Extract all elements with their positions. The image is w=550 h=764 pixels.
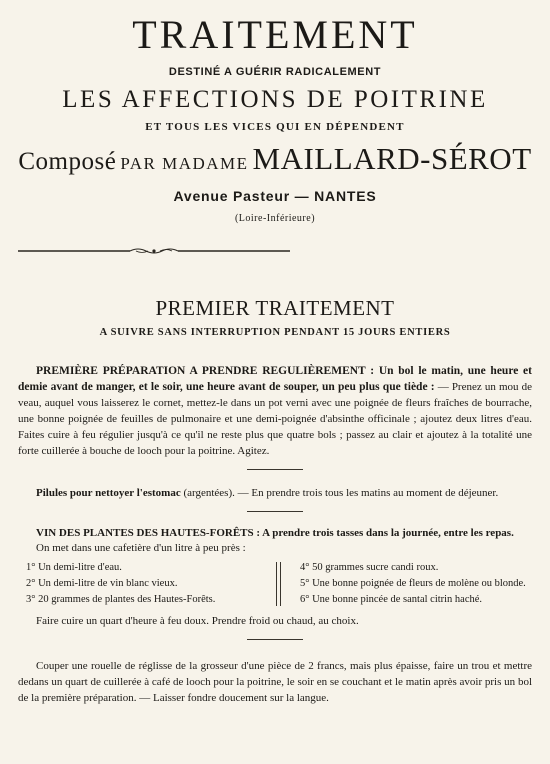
column-separator <box>276 562 277 606</box>
document-subheading: ET TOUS LES VICES QUI EN DÉPENDENT <box>145 121 405 133</box>
ingredient-item: 2° Un demi-litre de vin blanc vieux. <box>26 578 178 589</box>
ingredient-item: 3° 20 grammes de plantes des Hautes-Forêts. <box>26 594 216 605</box>
document-page <box>0 14 550 764</box>
column-separator <box>280 562 281 606</box>
address: Avenue Pasteur — NANTES <box>173 188 377 204</box>
composer-by: PAR MADAME <box>120 154 249 173</box>
first-preparation-body: — Prenez un mou de veau, auquel vous laisserez le cornet, mettez-le dans un pot verni avec une poignée de fleurs fraîches de bourrache, une bonne poignée de feuilles de pulmonaire et une demi-poignée d'absinthe officinale ; ajoutez deux litres d'eau. Faites cuire à feu régulier jusqu'à ce qu'il ne reste plus que quatre bols ; passez au clair et ajoutez à la totalité une forte cuillerée à bouche de looch pour la poitrine. Agitez. <box>18 381 532 457</box>
ornamental-divider <box>18 247 290 255</box>
divider <box>247 639 303 640</box>
document-heading: LES AFFECTIONS DE POITRINE <box>62 86 488 113</box>
ingredient-list <box>18 560 532 608</box>
divider <box>247 511 303 512</box>
closing-paragraph: Couper une rouelle de réglisse de la grosseur d'une pièce de 2 francs, mais plus épaisse, faire un trou et mettre dedans un quart de cuillerée à café de looch pour la poitrine, le soir en se couchant et le matin après avoir pris un bol de la première préparation. — Laisser fondre doucement sur la langue. <box>18 660 532 704</box>
pills-body: (argentées). — En prendre trois tous les matins au moment de déjeuner. <box>180 487 499 499</box>
wine-instructions: Faire cuire un quart d'heure à feu doux. Prendre froid ou chaud, au choix. <box>36 615 359 627</box>
ingredient-column-left <box>26 560 266 608</box>
ingredient-item: 4° 50 grammes sucre candi roux. <box>300 562 439 573</box>
composer-composed: Composé <box>18 148 117 175</box>
composer-name: MAILLARD-SÉROT <box>252 141 532 176</box>
ingredient-column-right <box>300 560 540 608</box>
composer-line <box>18 142 532 182</box>
ingredient-item: 6° Une bonne pincée de santal citrin haché. <box>300 594 483 605</box>
ingredient-item: 1° Un demi-litre d'eau. <box>26 562 122 573</box>
region: (Loire-Inférieure) <box>234 213 316 224</box>
section-subtitle: A SUIVRE SANS INTERRUPTION PENDANT 15 JOURS ENTIERS <box>99 327 451 338</box>
first-preparation-lead: PREMIÈRE PRÉPARATION A PRENDRE REGULIÈREMENT : Un bol le matin, une heure et demie avant de manger, et le soir, une heure avant de souper, un peu plus que tiède : <box>18 365 532 393</box>
wine-heading <box>18 526 532 541</box>
document-title: TRAITEMENT <box>132 12 418 57</box>
section-title: PREMIER TRAITEMENT <box>155 296 395 320</box>
pills-paragraph <box>18 486 532 501</box>
wine-lead: VIN DES PLANTES DES HAUTES-FORÊTS : A prendre trois tasses dans la journée, entre les repas. <box>36 527 514 539</box>
ingredient-item: 5° Une bonne poignée de fleurs de molène ou blonde. <box>300 578 526 589</box>
first-preparation <box>18 363 532 459</box>
document-subtitle: DESTINÉ A GUÉRIR RADICALEMENT <box>168 66 382 78</box>
divider <box>247 469 303 470</box>
pills-lead: Pilules pour nettoyer l'estomac <box>36 487 181 499</box>
wine-intro: On met dans une cafetière d'un litre à peu près : <box>36 542 246 554</box>
